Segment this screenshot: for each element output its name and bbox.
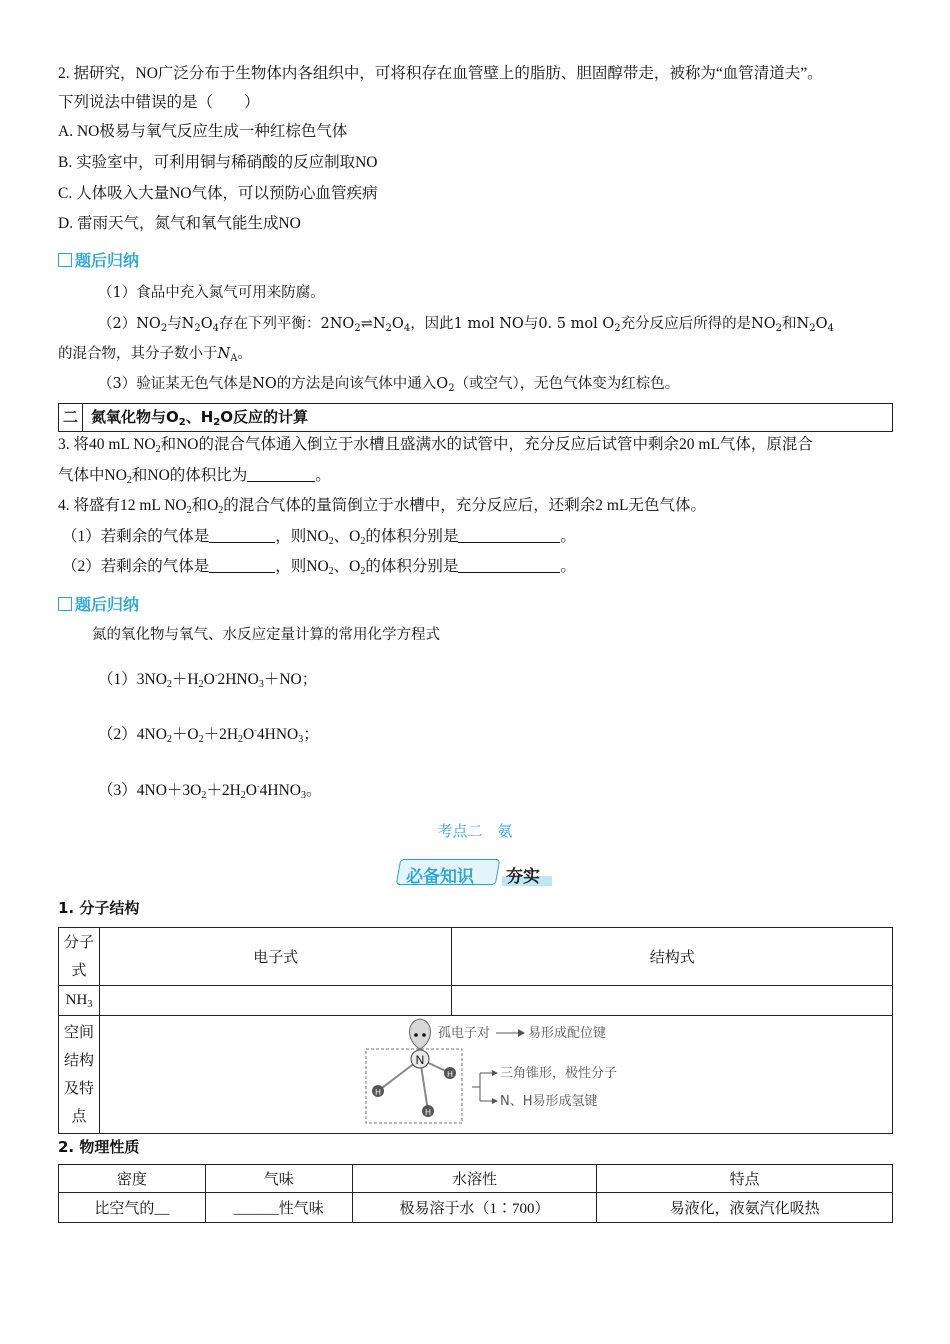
nh3-diagram-cell bbox=[100, 1016, 893, 1134]
lone-pair-lobe bbox=[410, 1019, 431, 1049]
nitrogen-label: N bbox=[415, 1052, 425, 1067]
nh3-electron-cell[interactable] bbox=[100, 986, 452, 1016]
header-formula: 分子式 bbox=[59, 928, 100, 986]
q2-stem-line2: 下列说法中错误的是（ ） bbox=[58, 94, 260, 111]
summary-heading-2: 题后归纳 bbox=[58, 595, 139, 615]
section2-header bbox=[58, 403, 893, 432]
section2-number: 二 bbox=[59, 404, 83, 431]
header-structural-formula: 结构式 bbox=[452, 928, 893, 986]
q2-option-d: D. 雷雨天气，氮气和氧气能生成NO bbox=[58, 215, 301, 232]
q4-sub1: （1）若剩余的气体是 ，则$NO_2$、$O_2$的体积分别是 。 bbox=[62, 528, 576, 547]
checkbox-icon bbox=[58, 597, 72, 611]
hydrogen-label: H bbox=[447, 1069, 453, 1079]
q3-line2: 气体中$NO_2$和NO的体积比为 。 bbox=[58, 467, 331, 486]
density-cell[interactable]: 比空气的__ bbox=[59, 1193, 206, 1223]
q4-sub2: （2）若剩余的气体是 ，则$NO_2$、$O_2$的体积分别是 。 bbox=[62, 558, 576, 577]
q4-sub2-gas-blank[interactable] bbox=[209, 557, 275, 573]
lone-pair-label: 孤电子对 bbox=[438, 1025, 491, 1041]
header-solubility: 水溶性 bbox=[352, 1165, 597, 1193]
features-cell: 易液化，液氨汽化吸热 bbox=[597, 1193, 893, 1223]
molecular-structure-table bbox=[58, 927, 893, 1134]
lone-electron-dot bbox=[414, 1033, 418, 1037]
knowledge-badge bbox=[398, 856, 554, 888]
shape-label: 三角锥形，极性分子 bbox=[500, 1065, 618, 1081]
q2-stem-line1: 2. 据研究，NO广泛分布于生物体内各组织中，可将积存在血管壁上的脂肪、胆固醇带走，被称为“血管清道夫”。 bbox=[58, 65, 823, 82]
arrow-head-icon bbox=[492, 1070, 498, 1076]
equation-1: $(1)3NO_2+H_2O^-2HNO_3+NO$； bbox=[98, 671, 318, 691]
q2-option-b: B. 实验室中，可利用铜与稀硝酸的反应制取NO bbox=[58, 154, 378, 171]
q2-option-c: C. 人体吸入大量NO气体，可以预防心血管疾病 bbox=[58, 185, 378, 202]
summary1-line3: 的混合物，其分子数小于$N_A$。 bbox=[58, 346, 252, 364]
lone-electron-dot bbox=[422, 1033, 426, 1037]
section2-title: 氮氧化物与$O_2$、$H_2O$反应的计算 bbox=[91, 408, 309, 428]
physical-properties-table bbox=[58, 1164, 893, 1223]
kaodian-title: 考点二 氨 bbox=[437, 822, 513, 840]
q4-stem: 4. 将盛有12 mL $NO_2$和$O_2$的混合气体的量筒倒立于水槽中，充分反应后，还剩余2 mL无色气体。 bbox=[58, 497, 706, 516]
nh3-label: $NH_3$ bbox=[59, 986, 100, 1016]
q4-sub1-gas-blank[interactable] bbox=[209, 527, 275, 543]
header-electron-formula: 电子式 bbox=[100, 928, 452, 986]
header-density: 密度 bbox=[59, 1165, 206, 1193]
summary1-line4: （3）验证某无色气体是NO的方法是向该气体中通入$O_2$（或空气），无色气体变为红棕色。 bbox=[98, 376, 680, 394]
spatial-structure-label: 空间结构及特点 bbox=[59, 1016, 100, 1134]
arrow-head-icon bbox=[518, 1029, 525, 1037]
hbond-label: N、H易形成氢键 bbox=[500, 1093, 598, 1109]
summary-heading-1: 题后归纳 bbox=[58, 251, 139, 271]
header-odor: 气味 bbox=[205, 1165, 352, 1193]
header-features: 特点 bbox=[597, 1165, 893, 1193]
q3-line1: 3. 将40 mL $NO_2$和NO的混合气体通入倒立于水槽且盛满水的试管中，充分反应后试管中剩余20 mL气体，原混合 bbox=[58, 436, 813, 455]
checkbox-icon bbox=[58, 253, 72, 267]
equation-2: $(2)4NO_2+O_2+2H_2O^-4HNO_3$； bbox=[98, 726, 319, 746]
solubility-cell: 极易溶于水（1∶700） bbox=[352, 1193, 597, 1223]
part2-title: 2. 物理性质 bbox=[58, 1138, 140, 1156]
q4-sub2-volume-blank[interactable] bbox=[458, 557, 560, 573]
badge-right-text: 夯实 bbox=[506, 867, 540, 887]
part1-title: 1. 分子结构 bbox=[58, 899, 140, 917]
badge-left-text: 必备知识 bbox=[406, 867, 474, 887]
lone-pair-result-label: 易形成配位键 bbox=[528, 1025, 607, 1041]
arrow-head-icon bbox=[492, 1098, 498, 1104]
q3-answer-blank[interactable] bbox=[247, 466, 315, 482]
summary2-intro: 氮的氧化物与氧气、水反应定量计算的常用化学方程式 bbox=[92, 627, 440, 643]
equation-3: $(3)4NO+3O_2+2H_2O^-4HNO_3$。 bbox=[98, 782, 322, 802]
hydrogen-label: H bbox=[425, 1107, 431, 1117]
q4-sub1-volume-blank[interactable] bbox=[458, 527, 560, 543]
hydrogen-label: H bbox=[375, 1087, 381, 1097]
summary1-line1: （1）食品中充入氮气可用来防腐。 bbox=[98, 285, 325, 301]
summary1-line2: $(2)NO_2$与$N_2O_4$存在下列平衡：$2NO_2\rightleftharpoons N_2O_4$，因此1 mol NO与0. 5 mol $O_2$充分反应后所得的是$NO_2$和$N_2O_4$ bbox=[98, 316, 834, 334]
nh3-structure-cell[interactable] bbox=[452, 986, 893, 1016]
q2-option-a: A. NO极易与氧气反应生成一种红棕色气体 bbox=[58, 123, 348, 140]
nh3-structure-diagram bbox=[100, 1017, 892, 1133]
odor-cell[interactable]: ______性气味 bbox=[205, 1193, 352, 1223]
